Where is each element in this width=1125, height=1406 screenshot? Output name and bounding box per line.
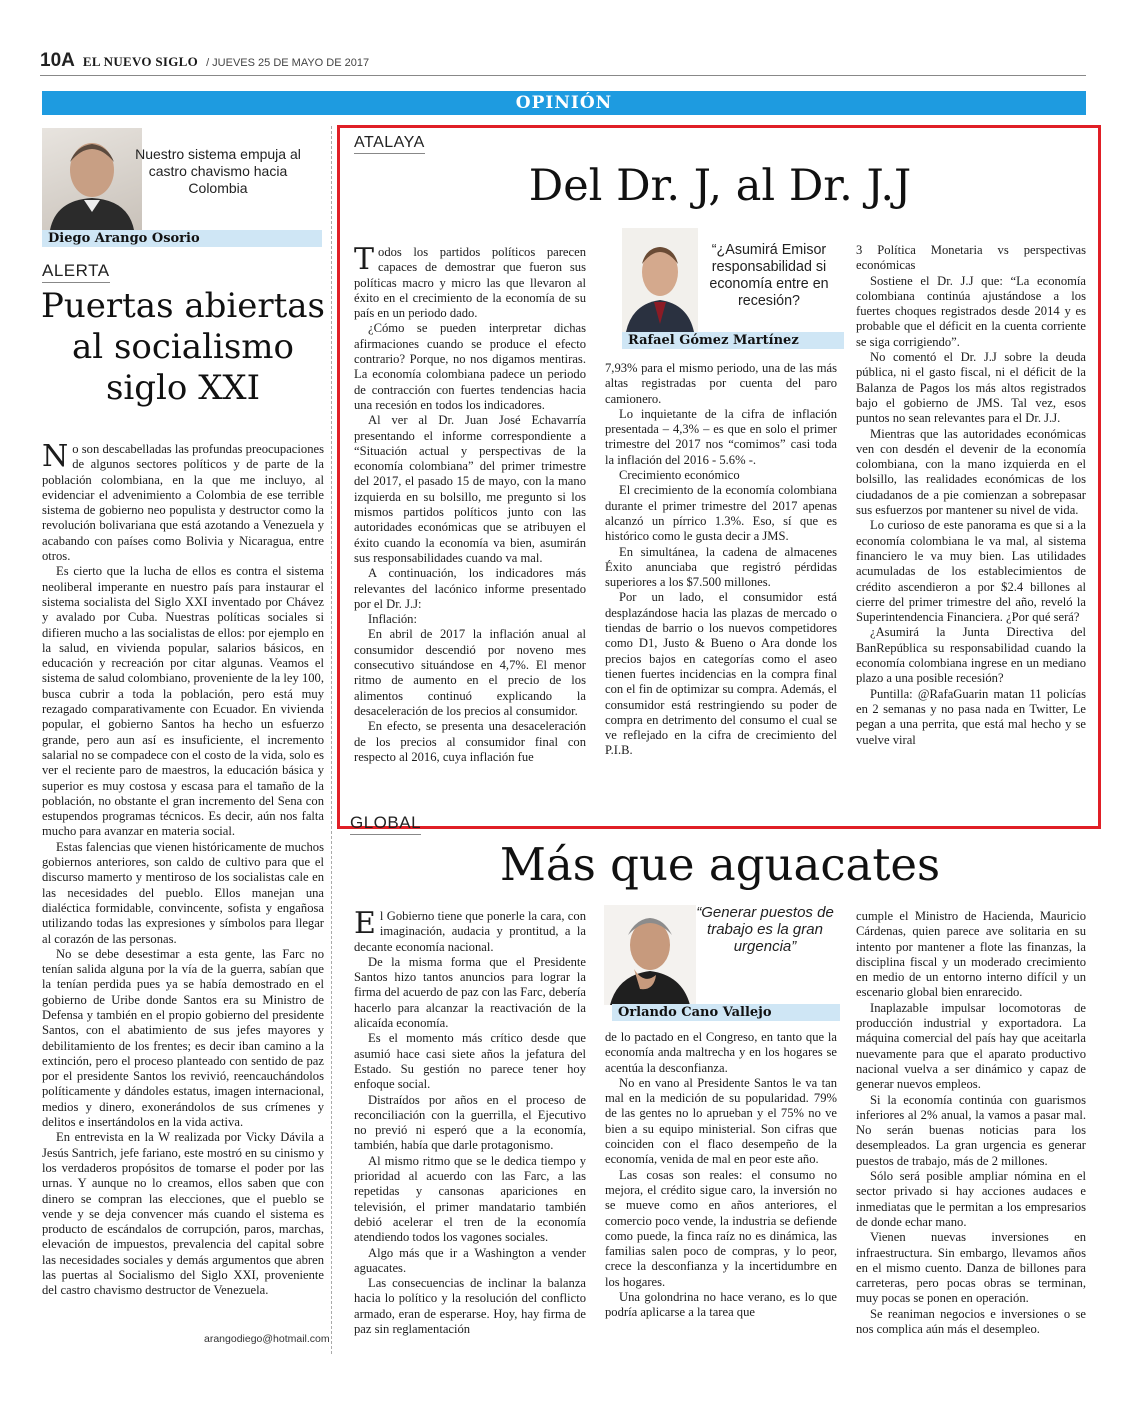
pullquote-orlando: “Generar puestos de trabajo es la gran urgencia” <box>696 904 834 955</box>
dropcap: T <box>354 245 375 277</box>
headline-atalaya: Del Dr. J, al Dr. J.J <box>528 161 912 211</box>
kicker-atalaya: ATALAYA <box>354 134 425 154</box>
kicker-alerta: ALERTA <box>42 261 110 283</box>
global-column-3: cumple el Ministro de Hacienda, Mauricio Cárdenas, quien parece ave solitaria en su intento por mantener a flote las finanzas, la disciplina fiscal y un moderado crecimiento en medio de un entorno interno difícil y un escenario global bien enrarecido. Inaplazable impulsar locomotoras de producción industrial y exportadora. La máquina comercial del país hay que aceitarla nuevamente para que el aparato productivo nacional vuelva a ser dinámico y capaz de generar nuevos empleos. Si la economía continúa con guarismos inferiores al 2% anual, la vamos a pasar mal. No serán buenas noticias para los desempleados. La gran urgencia es generar puestos de trabajo, más de 2 millones. Sólo será posible ampliar nómina en el sector privado si hay acciones audaces e inmediatas que le permitan a los empresarios de donde echar mano. Vienen nuevas inversiones en infraestructura. Sin embargo, llevamos años en el mismo cuento. Danza de billones para carreteras, pero pocas obras se terminan, muy pocas se ponen en operación. Se reaniman negocios e inversiones o se nos complica aún más el desempleo. <box>856 909 1086 1337</box>
page-number: 10A <box>40 50 75 71</box>
newspaper-name: EL NUEVO SIGLO <box>82 54 199 69</box>
article-body-left: No son descabelladas las profundas preocupaciones de algunos sectores políticos y de parte de la población colombiana, en la que me incluyo, al evidenciar el advenimiento a Colombia de ese terrible sistema de gobierno neo populista y destructor como la revolución bolivariana que está azotando a Venezuela y acabando con países como Bolivia y Nicaragua, entre otros. Es cierto que la lucha de ellos es contra el sistema neoliberal imperante en nuestro país para instaurar el sistema socialista del Siglo XXI inventado por Chávez y avalado por Cuba. Nuestras políticas sociales si difieren mucho a las socialistas de ellos: por ejemplo en la salud, en vivienda popular, salarios básicos, en educación y recreación por citar algunas. Veamos el sistema de salud colombiano, proveniente de la ley 100, busca cubrir a toda la población, pero está muy rezagado comparativamente con Ecuador. En vivienda popular, el gobierno Santos ha hecho un esfuerzo grande, pero aun así es insuficiente, el incremento salarial no se compadece con el costo de la vida, solo es ver el reciente paro de maestros, la educación básica y superior es muy costosa y escasa para el tamaño de la población, no obstante el gran incremento del Sena con estupendos programas técnicos. Es decir, aún nos falta mucho para avanzar en materia social. Estas falencias que vienen históricamente de muchos gobiernos anteriores, son caldo de cultivo para que el discurso mamerto y mentiroso de los socialistas cale en las necesidades del pueblo. Ellos manejan una dialéctica formidable, convincente, sofista y engañosa utilizando todas las expresiones y símbolos para llegar al corazón de las personas. No se debe desestimar a esta gente, las Farc no tenían salida alguna por la vía de la guerra, sabían que la tenían perdida pues ya se había demostrado en el gobierno de Uribe donde Santos era su Ministro de Defensa y también en el propio gobierno del presidente Santos, con el abatimiento de sus jefes mayores y debilitamiento de los frentes; es decir iban camino a la extinción, pero el proceso planteado con sentido de paz por el presidente Santos los revivió, reencauchándolos políticamente y dándoles estatus, imagen internacional, medios y dinero, exonerándolos de sus crímenes y delitos e insertándolos en la vida activa. En entrevista en la W realizada por Vicky Dávila a Jesús Santrich, jefe fariano, este mostró en su cinismo y los verdaderos propósitos de tomarse el poder por las urnas. Y aunque no lo creamos, ellos saben que con dinero se compran las elecciones, que el pueblo se vende y se deja convencer más cuando el sistema es producto de escándalos de corrupción, paros, marchas, elevación de impuestos, prevalencia del capital sobre las necesidades sociales y demás argumentos que abren las puertas al Socialismo del Siglo XXI, proveniente del castro chavismo destructor de Venezuela. <box>42 442 324 1298</box>
dropcap: E <box>354 909 376 941</box>
author-email: arangodiego@hotmail.com <box>204 1333 330 1345</box>
atalaya-column-3: 3 Política Monetaria vs perspectivas económicas Sostiene el Dr. J.J que: “La economía colombiana continúa ajustándose a los fuertes choques registrados desde 2014 y es probable que el déficit en la cuenta corriente se siga corrigiendo”. No comentó el Dr. J.J sobre la deuda pública, ni el gasto fiscal, ni el déficit de la Balanza de Pagos los más altos registrados bajo el gobierno de JMS. Tal vez, esos puntos no sean relevantes para el Dr. J.J. Mientras que las autoridades económicas ven con desdén el devenir de la economía colombiana, con la mano izquierda en el bolsillo, las realidades económicas de los ciudadanos de a pie comienzan a sobrepasar sus esfuerzos por mantener su nivel de vida. Lo curioso de este panorama es que si a la economía colombiana le va mal, al sistema financiero le va muy bien. Las utilidades acumuladas de los establecimientos de crédito ascendieron a por $2.4 billones al cierre del primer trimestre del año, reveló la Superintendencia Financiera. ¿Por qué será? ¿Asumirá la Junta Directiva del BanRepública su responsabilidad cuando la economía colombiana ingrese en un mediano plazo a una posible recesión? Puntilla: @RafaGuarin matan 11 policías en 2 semanas y no pasa nada en Twitter, Le pegan a una perrita, que está mal hecho y se vuelve viral <box>856 243 1086 747</box>
global-column-1: El Gobierno tiene que ponerle la cara, con imaginación, audacia y prontitud, a la decante economía nacional. De la misma forma que el Presidente Santos hizo tantos anuncios para lograr la firma del acuerdo de paz con las Farc, debería hacerlo para alcanzar la reactivación de la alicaída economía. Es el momento más crítico desde que asumió hace casi siete años la jefatura del Estado. Su gestión no parece tener hoy enfoque social. Distraídos por años en el proceso de reconciliación con la guerrilla, el Ejecutivo no previó ni esperó que a la economía, también, había que darle protagonismo. Al mismo ritmo que se le dedica tiempo y prioridad al acuerdo con las Farc, a las repetidas y cansonas apariciones en televisión, el primer mandatario también debió acelerar el tren de la economía atendiendo todos los vagones sociales. Algo más que ir a Washington a vender aguacates. Las consecuencias de inclinar la balanza hacia lo político y la resolución del conflicto armado, eran de esperarse. Hoy, hay firma de paz sin reglamentación <box>354 909 586 1337</box>
headline-global: Más que aguacates <box>499 838 941 891</box>
issue-date: / JUEVES 25 DE MAYO DE 2017 <box>206 57 370 69</box>
atalaya-column-2: 7,93% para el mismo periodo, una de las más altas registradas por cuenta del paro camionero. Lo inquietante de la cifra de inflación presentada – 4,3% – es que en solo el primer trimestre del 2017 nos “comimos” casi toda la inflación del 2016 - 5.6% -. Crecimiento económico El crecimiento de la economía colombiana durante el primer trimestre del 2017 apenas alcanzó un pírrico 1.3%. Eso, sí que es histórico como le gusta decir a JMS. En simultánea, la cadena de almacenes Éxito anunciaba que registró pérdidas superiores a los $7.500 millones. Por un lado, el consumidor está desplazándose hacia las plazas de mercado o tiendas de barrio o los nuevos competidores como D1, Justo & Bueno o Ara donde los precios bajos en categorías como el aseo tienen fuertes incidencias en la compra final con el fin de optimizar su compra. Además, el consumidor está restringiendo su poder de compra en detrimento del consumo el cual se ve reflejado en la cifra de crecimiento del P.I.B. <box>605 361 837 758</box>
pullquote-diego: Nuestro sistema empuja al castro chavismo hacia Colombia <box>135 146 301 196</box>
author-photo-diego <box>42 128 142 230</box>
kicker-global: GLOBAL <box>350 813 421 835</box>
author-photo-rafael <box>622 228 698 332</box>
column-divider <box>331 126 332 1354</box>
section-header: OPINIÓN <box>42 91 1086 115</box>
author-name-orlando: Orlando Cano Vallejo <box>612 1004 840 1021</box>
pullquote-rafael: “¿Asumirá Emisor responsabilidad si economía entre en recesión? <box>709 242 829 309</box>
global-column-2: de lo pactado en el Congreso, en tanto que la economía anda maltrecha y en los hogares se acentúa la desconfianza. No en vano al Presidente Santos le va tan mal en la medición de su popularidad. 79% de las gentes no lo aprueban y el 75% no ve bien a su equipo ministerial. Son cifras que coinciden con el flaco desempeño de la economía, venida de mal en peor este año. Las cosas son reales: el consumo no mejora, el crédito sigue caro, la inversión no se mueve como en años anteriores, el comercio poco vende, la industria se defiende como puede, la finca raíz no es dinámica, las familias salen poco de compras, y lo peor, crece la desconfianza y la incertidumbre en los hogares. Una golondrina no hace verano, es lo que podría aplicarse a la tarea que <box>605 1030 837 1320</box>
atalaya-column-1: Todos los partidos políticos parecen capaces de demostrar que fueron sus políticas macro y micro las que llevaron al éxito en el crecimiento de la economía de su país en un periodo dado. ¿Cómo se pueden interpretar dichas afirmaciones cuando se produce el efecto contrario? Porque, no nos digamos mentiras. La economía colombiana padece un periodo de contracción con fuertes tendencias hacia una recesión en todos los indicadores. Al ver al Dr. Juan José Echavarría presentando el informe correspondiente a “Situación actual y perspectivas de la economía colombiana” del primer trimestre del 2017, el pasado 15 de mayo, con la mano izquierda en su bolsillo, me pregunto si los mismos partidos políticos junto con las autoridades económicas que se atribuyen el éxito cuando la economía va bien, asumirán sus responsabilidades cuando va mal. A continuación, los indicadores más relevantes del lacónico informe presentado por el Dr. J.J: Inflación: En abril de 2017 la inflación anual al consumidor descendió por noveno mes consecutivo situándose en 4,7%. El menor ritmo de aumento en el precio de los alimentos continuó explicando la desaceleración de los precios al consumidor. En efecto, se presenta una desaceleración de los precios al consumidor final con respecto al 2016, cuya inflación fue <box>354 245 586 764</box>
author-photo-orlando <box>604 905 696 1005</box>
page-folio <box>40 50 1086 76</box>
dropcap: N <box>42 442 69 474</box>
headline-left: Puertas abiertas al socialismo siglo XXI <box>40 286 325 408</box>
author-name-diego: Diego Arango Osorio <box>42 230 322 247</box>
author-name-rafael: Rafael Gómez Martínez <box>622 332 844 349</box>
